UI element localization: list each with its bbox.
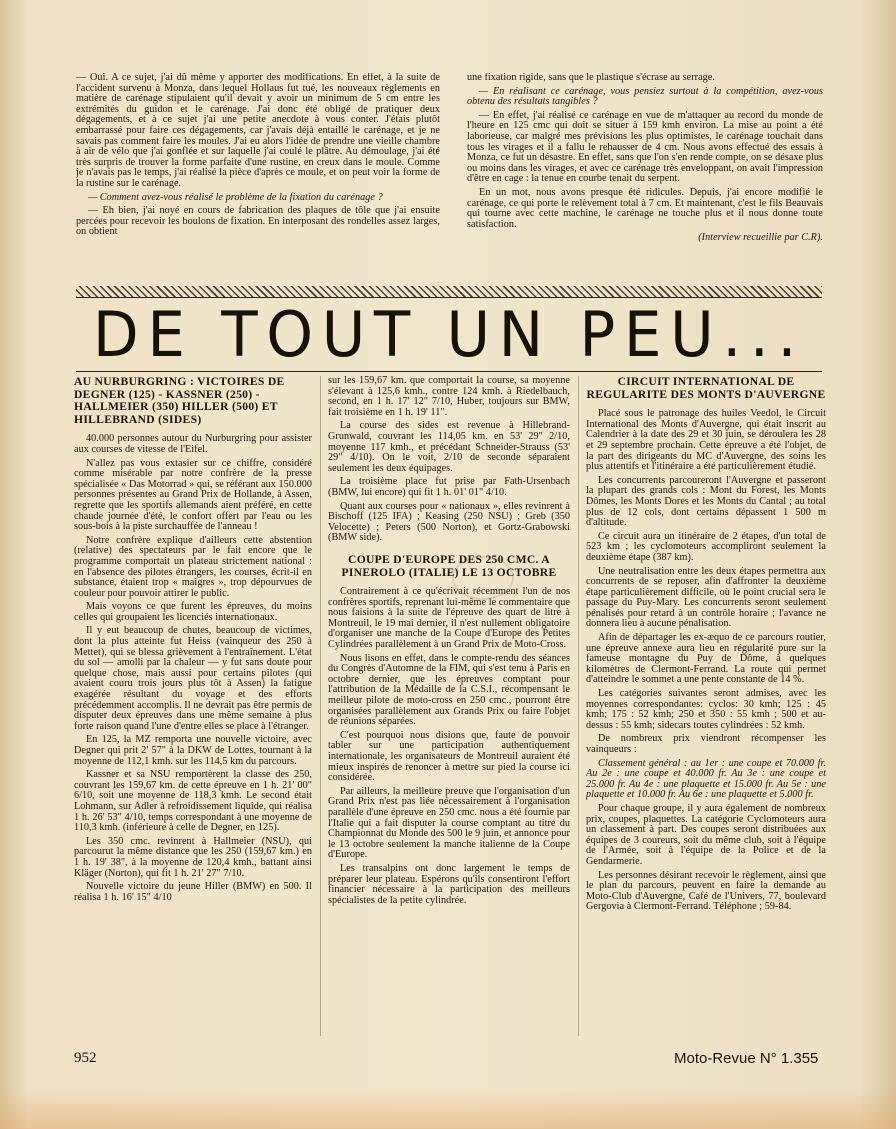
article-paragraph: 40.000 personnes autour du Nurburgring pour assister aux courses de vitesse de l'Eifel. bbox=[74, 433, 312, 455]
article-paragraph: Contrairement à ce qu'écrivait récemment l'un de nos confrères sportifs, reprenant lui-même le commentaire que nous faisions à la suite de l'épreuve des quart de litre à Montreuil, le 19 mai dernier, il n'est nullement obligatoire d'organiser une manche de la Coupe d'Europe des Petites Cylindrées parallèlement à un Grand Prix de Moto-Cross. bbox=[328, 586, 570, 651]
interview-question: — Comment avez-vous réalisé le problème de la fixation du carénage ? bbox=[88, 191, 383, 203]
article-paragraph: La troisième place fut prise par Fath-Ursenbach (BMW, lui encore) qui fit 1 h. 01' 01" 4/10. bbox=[328, 476, 570, 498]
article-paragraph: N'allez pas vous extasier sur ce chiffre, considéré comme misérable par notre confrère de la presse spécialisée « Das Motorrad » qui, se référant aux 150.000 personnes présentes au Grand Prix de Hollande, à Assen, regrette que les sportifs allemands aient préféré, en cette chaude journée d'été, le confort offert par l'eau ou les sous-bois à la piste surchauffée de l'anneau ! bbox=[74, 457, 312, 533]
article-heading: CIRCUIT INTERNATIONAL DE REGULARITE DES MONTS D'AUVERGNE bbox=[586, 376, 826, 401]
section-title: DE TOUT UN PEU... bbox=[92, 298, 806, 371]
article-paragraph: Nous lisons en effet, dans le compte-rendu des séances du Congrès d'Automne de la FIM, qui s'est tenu à Paris en octobre dernier, que les épreuves comptant pour l'attribution de la Médaille de la C.S.I., récompensant le meilleur pilote de moto-cross en 250 cmc., pourront être organisées parallèlement aux Grands Prix ou faire l'objet de réunions séparées. bbox=[328, 652, 570, 728]
article-paragraph: Afin de départager les ex-æquo de ce parcours routier, une épreuve annexe aura lieu en régularité pure sur la fameuse montagne du Puy de Dôme, à quelques kilomètres de Clermont-Ferrand. La route qui permet d'atteindre le sommet a une pente constante de 14 %. bbox=[586, 632, 826, 686]
article-paragraph: Ce circuit aura un itinéraire de 2 étapes, d'un total de 523 km ; les cyclomoteurs accompliront seulement la deuxième étape (387 km). bbox=[586, 530, 826, 563]
divider bbox=[76, 371, 822, 372]
page-number: 952 bbox=[74, 1050, 97, 1066]
article-paragraph: Nouvelle victoire du jeune Hiller (BMW) en 500. Il réalisa 1 h. 16' 15" 4/10 bbox=[74, 881, 312, 903]
interview-column-right bbox=[467, 73, 823, 286]
interview-paragraph: une fixation rigide, sans que le plastique s'écrase au serrage. bbox=[467, 73, 715, 83]
article-heading: AU NURBURGRING : VICTOIRES DE DEGNER (125) - KASSNER (250) - HALLMEIER (350) HILLER (500) ET HILLEBRAND (SIDES) bbox=[74, 376, 285, 426]
interview-paragraph: — Oui. A ce sujet, j'ai dû même y apporter des modifications. En effet, à la suite de l'accident survenu à Monza, dans lequel Hollaus fut tué, les nouveaux règlements en matière de carénage stipulaient qu'il devait y avoir un minimum de 5 cm entre les extrémités du guidon et le carénage. J'ai donc été obligé de pratiquer deux dégagements, et à ce sujet j'ai une petite anecdote à vous conter. J'étais plutôt embarrassé pour faire ces dégagements, car j'avais déjà entaillé le carénage, et je ne savais pas comment faire les moules. J'ai eu alors l'idée de prendre une vieille chambre à air de vélo que j'ai gonflée et sur laquelle j'ai coulé le plâtre. Au démoulage, j'ai été très surpris de trouver la forme parfaite d'une rustine, en creux dans le moule. Comme je n'avais pas le temps, j'ai réalisé la pièce d'après ce moule, et on peut voir la forme de la rustine sur le carénage. bbox=[76, 73, 440, 189]
article-paragraph: Les catégories suivantes seront admises, avec les moyennes correspondantes: cyclos: 30 kmh; 125 : 45 kmh; 175 : 52 kmh; 250 et 350 : 55 kmh ; 500 et au-dessus : 55 kmh; sidecars toutes cylindrées : 52 kmh. bbox=[586, 688, 826, 731]
article-paragraph: Les transalpins ont donc largement le temps de préparer leur plateau. Espérons qu'ils consentiront l'effort financier nécessaire à la participation des meilleurs spécialistes de la petite cylindrée. bbox=[328, 862, 570, 906]
article-paragraph: Classement général : au 1er : une coupe et 70.000 fr. Au 2e : une coupe et 40.000 fr. Au 3e : une coupe et 25.000 fr. Au 4e : une plaquette et 15.000 fr. Au 5e : une plaquette et 10.000 fr. Au 6e : une plaquette et 5.000 fr. bbox=[586, 757, 826, 801]
faded-stamp bbox=[452, 556, 514, 600]
article-paragraph: En 125, la MZ remporta une nouvelle victoire, avec Degner qui prit 2' 57" à la DKW de Lottes, tournant à la moyenne de 112,1 kmh. sur les 114,5 km du parcours. bbox=[74, 734, 312, 767]
article-paragraph: Placé sous le patronage des huiles Veedol, le Circuit International des Monts d'Auvergne, qui était inscrit au Calendrier à la date des 29 et 30 juin, se déroulera les 28 et 29 septembre prochain. Cette épreuve a été l'objet, de la part des dirigeants du MC d'Auvergne, des soins les plus attentifs et l'itinéraire a été particulièrement étudié. bbox=[586, 408, 826, 473]
interview-credit: (Interview recueillie par C.R). bbox=[698, 232, 823, 244]
article-coupe-europe bbox=[328, 376, 570, 1066]
article-paragraph: Les concurrents parcoureront l'Auvergne et passeront la plupart des grands cols : Mont du Forest, les Monts Dômes, les Monts Dores et les Monts du Cantal ; au total plus de 12 cols, dont certains dépassent 1 500 m d'altitude. bbox=[586, 474, 826, 529]
article-heading: COUPE D'EUROPE DES 250 CMC. A PINEROLO (ITALIE) LE 13 OCTOBRE bbox=[341, 552, 557, 579]
interview-paragraph: — Eh bien, j'ai noyé en cours de fabrication des plaques de tôle que j'ai ensuite percées pour recevoir les boulons de fixation. En interposant des rondelles assez larges, on obtient bbox=[76, 205, 440, 238]
article-paragraph: Pour chaque groupe, il y aura également de nombreux prix, coupes, plaquettes. La catégorie Cyclomoteurs aura un classement à part. Des coupes seront distribuées aux équipes de 3 coureurs, soit du même club, soit à l'équipe de l'Armée, soit à l'équipe de la Police et de la Gendarmerie. bbox=[586, 802, 826, 867]
article-paragraph: De nombreux prix viendront récompenser les vainqueurs : bbox=[586, 733, 826, 755]
article-circuit-auvergne bbox=[586, 376, 826, 1066]
article-paragraph: Notre confrère explique d'ailleurs cette abstention (relative) des spectateurs par le fait encore que le programme comportait un plateau strictement national : en l'absence des pilotes étrangers, les courses, écrit-il en substance, étaient trop « maigres », trop dépourvues de couleur pour pouvoir attirer le public. bbox=[74, 534, 312, 599]
article-paragraph: Quant aux courses pour « nationaux », elles revinrent à Bischoff (125 IFA) ; Keasing (250 NSU) ; Greb (350 Velocette) ; Peters (500 Norton), et Gortz-Grabowski (BMW side). bbox=[328, 500, 570, 544]
article-paragraph: Une neutralisation entre les deux étapes permettra aux concurrents de se reposer, afin d'affronter la deuxième étape particulièrement difficile, où le point crucial sera le passage du Puy-Mary. Les concurrents seront seulement pénalisés pour retard à un contrôle horaire ; l'avance ne donnera lieu à aucune pénalisation. bbox=[586, 565, 826, 630]
column-divider bbox=[578, 376, 579, 1036]
article-paragraph: Mais voyons ce que furent les épreuves, du moins celles qui groupaient les licenciés internationaux. bbox=[74, 601, 312, 623]
article-paragraph: Il y eut beaucoup de chutes, beaucoup de victimes, dont la plus atteinte fut Heiss (vainqueur des 250 à Mettet), qui se blessa grièvement à l'entraînement. L'état du sol — amolli par la chaleur — y fut sans doute pour quelque chose, mais aussi pour certains pilotes (qui avaient couru trois jours plus tôt à Assen) la fatigue exagérée résultant du voyage et des efforts précédemment accomplis. Il ne devrait pas être permis de disputer deux épreuves dans une même semaine à plus forte raison quand l'une d'entre elles se place à l'étranger. bbox=[74, 625, 312, 732]
article-nurburgring bbox=[74, 376, 312, 1036]
article-paragraph: La course des sides est revenue à Hillebrand-Grunwald, couvrant les 114,05 km. en 53' 29" 2/10, moyenne 117 kmh., et précédant Schneider-Strauss (53' 29" 4/10). On le voit, 2/10 de seconde séparaient seulement les deux équipages. bbox=[328, 420, 570, 474]
article-paragraph: Les 350 cmc. revinrent à Hallmeier (NSU), qui parcourut la même distance que les 250 (159,67 km.) en 1 h. 19' 38", à la moyenne de 120,4 kmh., battant ainsi Kläger (Norton), qui fit 1 h. 21' 27" 7/10. bbox=[74, 835, 312, 879]
interview-question: — En réalisant ce carénage, vous pensiez surtout à la compétition, avez-vous obtenu des résultats tangibles ? bbox=[467, 85, 823, 108]
article-paragraph: Par ailleurs, la meilleure preuve que l'organisation d'un Grand Prix n'est pas liée nécessairement à l'organisation parallèle d'une épreuve en 250 cmc. nous a été fournie par l'Italie qui a fait disputer la course comptant au titre du Championnat du Monde des 500 le 9 juin, et annonce pour le 13 octobre seulement la manche italienne de la Coupe d'Europe. bbox=[328, 785, 570, 861]
article-paragraph: sur les 159,67 km. que comportait la course, sa moyenne s'élevant à 125,6 kmh., contre 124 kmh. à Riedelbauch, second, en 1 h. 17' 12" 7/10, Huber, toujours sur BMW, fait troisième en 1 h. 19' 11". bbox=[328, 376, 570, 418]
article-paragraph: Kassner et sa NSU remportèrent la classe des 250, couvrant les 159,67 km. de cette épreuve en 1 h. 21' 00" 6/10, soit une moyenne de 118,3 kmh. Le second était Lohmann, sur Adler à refroidissement liquide, qui réalisa 1 h. 26' 53" 4/10, temps correspondant à une moyenne de 110,3 kmh. (inférieure à celle de Degner, en 125). bbox=[74, 769, 312, 834]
magazine-issue: Moto-Revue N° 1.355 bbox=[674, 1050, 819, 1067]
column-divider bbox=[320, 376, 321, 1036]
interview-paragraph: — En effet, j'ai réalisé ce carénage en vue de m'attaquer au record du monde de l'heure en 125 cmc qui doit se situer à 159 kmh environ. La mise au point a été laborieuse, car malgré mes prévisions les plus optimistes, le carénage touchait dans tous les virages et il a fallu le rehausser de 4 cm. Nous avons effectué des essais à Monza, ce fut un désastre. En effet, sans que l'on s'en rende compte, on se désaxe plus ou moins dans les virages, et avec ce carénage très enveloppant, on avait l'impression d'être en cage : la tenue en courbe tenait du serpent. bbox=[467, 109, 823, 185]
article-paragraph: Les personnes désirant recevoir le règlement, ainsi que le plan du parcours, peuvent en faire la demande au Moto-Club d'Auvergne, Café de l'Univers, 77, boulevard Gergovia à Clermont-Ferrand. Téléphone ; 59-84. bbox=[586, 869, 826, 913]
interview-column-left bbox=[76, 73, 440, 273]
interview-paragraph: En un mot, nous avons presque été ridicules. Depuis, j'ai encore modifié le carénage, ce qui porte le relèvement total à 7 cm. Et maintenant, c'est le fils Beauvais qui tourne avec cette machine, le carénage ne touche plus et il nous donne toute satisfaction. bbox=[467, 186, 823, 230]
article-paragraph: C'est pourquoi nous disions que, faute de pouvoir tabler sur une participation authentiquement internationale, les organisateurs de Montreuil auraient été mieux inspirés de renoncer à mettre sur pied la course ici considérée. bbox=[328, 729, 570, 784]
